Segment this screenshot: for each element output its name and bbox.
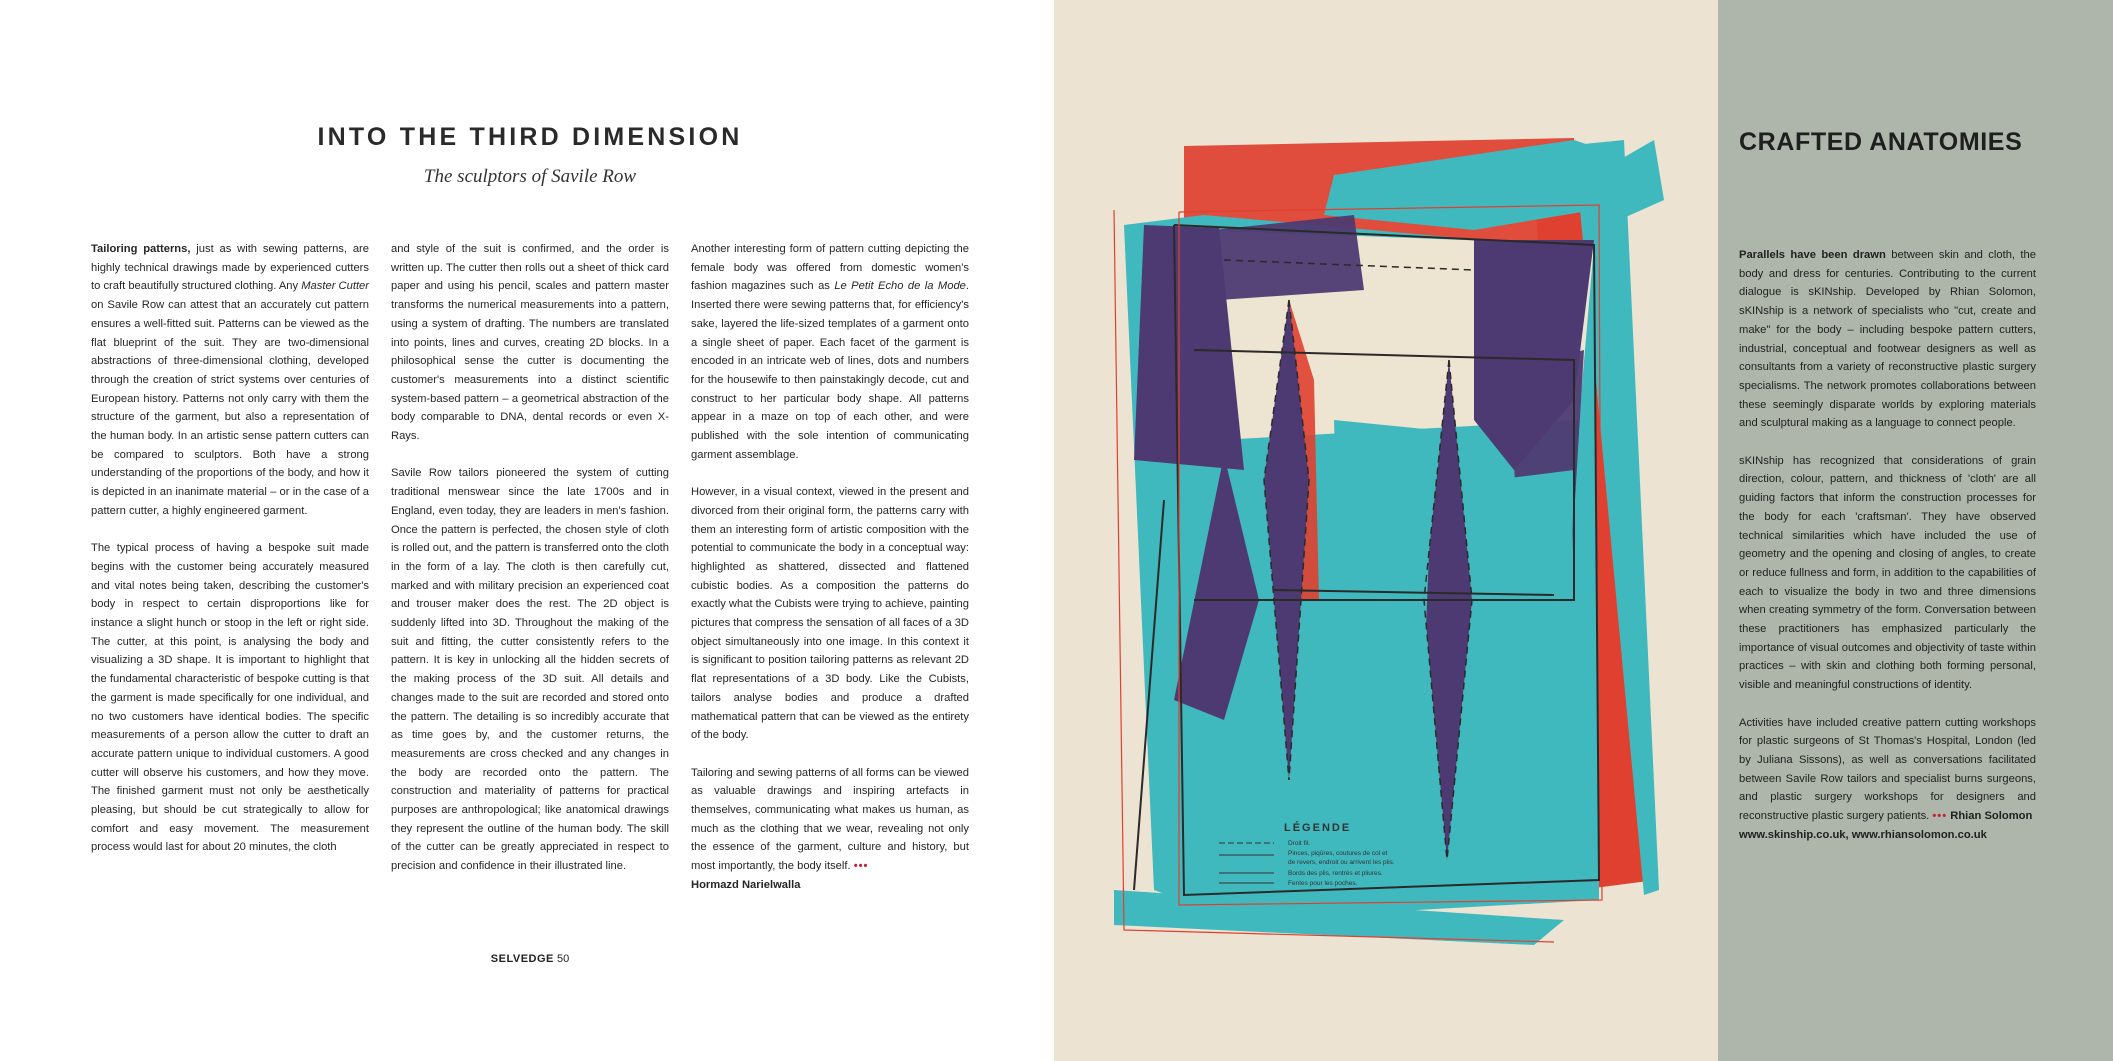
magazine-name: SELVEDGE <box>490 953 554 965</box>
paragraph <box>691 240 969 464</box>
text-column-2 <box>391 240 669 895</box>
emphasis-text: Master Cutter <box>301 280 370 293</box>
website-links: www.skinship.co.uk, www.rhiansolomon.co.uk <box>1739 828 1987 841</box>
page-folio <box>0 953 1060 965</box>
author-name: Hormazd Narielwalla <box>691 878 801 891</box>
paragraph: sKINship has recognized that considerations of grain direction, colour, pattern, and thickness of 'cloth' are all guiding factors that inform the construction processes for the body for each 'craftsman'. They have observed technical similarities which have included the use of geometry and the opening and closing of angles, to create or reduce fullness and form, in addition to the capabilities of each to visualize the body in two and three dimensions when creating symmetry of the form. Conversation between these practitioners has emphasized particularly the importance of visual outcomes and objectivity of taste within practices – with skin and clothing both forming personal, visible and meaningful constructions of identity. <box>1739 454 2036 692</box>
sidebar-panel <box>1718 0 2113 1061</box>
paragraph-text: between skin and cloth, the body and dress for centuries. Contributing to the current dialogue is sKINship. Developed by Rhian Solomon, sKINship is a network of specialists who "cut, create and make" for the body – including bespoke pattern cutters, industrial, conceptual and footwear designers as well as consultants from a variety of reconstructive plastic surgery specialisms. The network promotes collaborations between these seemingly disparate worlds by exploring materials and sculptural making as a language to connect people. <box>1739 249 2036 430</box>
paragraph: The typical process of having a bespoke suit made begins with the customer being accurately measured and vital notes being taken, describing the customer's body in respect to certain disproportions like for instance a slight hunch or stoop in the left or right side. The cutter, at this point, is analysing the body and visualizing a 3D shape. It is important to highlight that the fundamental characteristic of bespoke cutting is that the garment is made specifically for one individual, and no two customers have identical bodies. The specific measurements of a person allow the cutter to draft an accurate pattern unique to individual customers. A good cutter will observe his customers, and how they move. The finished garment must not only be aesthetically pleasing, but should be cut strategically to allow for comfort and easy movement. The measurement process would last for about 20 minutes, the cloth <box>91 542 369 854</box>
legend-line: Pinces, piqûres, coutures de col et <box>1288 850 1388 857</box>
legend-line: de revers, endroit ou arrivent les plis. <box>1288 859 1395 866</box>
paragraph: Savile Row tailors pioneered the system of cutting traditional menswear since the late 1700s and in England, even today, they are leaders in men's fashion. Once the pattern is perfected, the chosen style of cloth is rolled out, and the pattern is transferred onto the cloth in the form of a lay. The cloth is then carefully cut, marked and with military precision an experienced coat and trouser maker does the rest. The 2D object is suddenly lifted into 3D. Throughout the making of the suit and fitting, the cutter consistently refers to the pattern. It is key in unlocking all the hidden secrets of the making process of the 3D suit. All details and changes made to the suit are recorded and stored onto the pattern. The detailing is so incredibly accurate that as time goes by, and the customer returns, the measurements are cross checked and any changes in the body are recorded onto the pattern. The construction and materiality of patterns for practical purposes are anthropological; like anatomical drawings they represent the outline of the human body. The skill of the cutter can be greatly appreciated in respect to precision and confidence in their illustrated line. <box>391 467 669 873</box>
paragraph-text: Another interesting form of pattern cutting depicting the female body was offered from domestic women's fashion magazines such as <box>691 243 969 293</box>
end-mark: ••• <box>853 860 869 873</box>
paragraph <box>1739 246 2036 433</box>
legend-line: Bords des plis, rentrés et pliures. <box>1288 870 1383 877</box>
article-subtitle: The sculptors of Savile Row <box>423 166 637 187</box>
paragraph <box>691 764 969 895</box>
text-column-1 <box>91 240 369 876</box>
paragraph-text: Activities have included creative pattern cutting workshops for plastic surgeons of St Thomas's Hospital, London (led by Juliana Sissons), as well as conversations facilitated between Savile Row tailors and specialist burns surgeons, and plastic surgery workshops for designers and reconstructive plastic surgery patients. <box>1739 716 2036 823</box>
paragraph-text: Tailoring and sewing patterns of all forms can be viewed as valuable drawings and inspiring artefacts in themselves, communicating what makes us human, as much as the clothing that we wear, revealing not only the essence of the garment, culture and history, but most importantly, the body itself. <box>691 766 969 873</box>
left-page <box>0 0 1054 1061</box>
paragraph: and style of the suit is confirmed, and the order is written up. The cutter then rolls out a sheet of thick card paper and using his pencil, scales and pattern master transforms the numerical measurements into a pattern, using a system of drafting. The numbers are translated into points, lines and curves, creating 2D blocks. In a philosophical sense the cutter is documenting the customer's measurements into a distinct scientific system-based pattern – a geometrical abstraction of the body comparable to DNA, dental records or even X-Rays. <box>391 243 669 443</box>
article-title: INTO THE THIRD DIMENSION <box>317 123 743 151</box>
legend-line: Fentes pour les poches. <box>1288 880 1358 887</box>
pattern-artwork <box>1054 0 1718 1061</box>
lead-in: Parallels have been drawn <box>1739 249 1886 261</box>
author-name: Rhian Solomon <box>1950 810 2033 823</box>
paragraph <box>1739 714 2036 845</box>
legend-title: LÉGENDE <box>1284 822 1352 834</box>
paragraph-text: . Inserted there were sewing patterns that, for efficiency's sake, layered the life-sized templates of a garment onto a single sheet of paper. Each facet of the garment is encoded in an intricate web of lines, dots and numbers for the housewife to then painstakingly decode, cut and construct to her particular body shape. All patterns appear in a maze on top of each other, and were published with the sole intention of communicating garment assemblage. <box>691 280 969 461</box>
lead-in: Tailoring patterns, <box>91 243 191 255</box>
sidebar-text <box>1739 246 2036 863</box>
text-column-3 <box>691 240 969 913</box>
paragraph-text: just as with sewing patterns, are highly technical drawings made by experienced cutters to craft beautifully structured clothing. Any <box>91 243 369 293</box>
end-mark: ••• <box>1932 810 1948 823</box>
legend-line: Droit fil. <box>1288 840 1311 847</box>
pattern-collage-image <box>1054 0 1718 1061</box>
paragraph-text: on Savile Row can attest that an accurately cut pattern ensures a well-fitted suit. Patterns can be viewed as the flat blueprint of the suit. They are two-dimensional abstractions of three-dimensional clothing, developed through the creation of strict systems over centuries of European history. Patterns not only carry with them the structure of the garment, but also a representation of the human body. In an artistic sense pattern cutters can be compared to sculptors. Both have a strong understanding of the proportions of the body, and how it is depicted in an inanimate material – or in the case of a pattern cutter, a highly engineered garment. <box>91 299 369 517</box>
emphasis-text: Le Petit Echo de la Mode <box>834 280 966 293</box>
paragraph: However, in a visual context, viewed in the present and divorced from their original form, the patterns carry with them an interesting form of artistic composition with the potential to communicate the body in a conceptual way: highlighted as shattered, dissected and flattened cubistic bodies. As a composition the patterns do exactly what the Cubists were trying to achieve, painting pictures that compress the sensation of all faces of a 3D object simultaneously into one image. In this context it is significant to position tailoring patterns as relevant 2D flat representations of a 3D body. Like the Cubists, tailors analyse bodies and produce a drafted mathematical pattern that can be viewed as the entirety of the body. <box>691 486 969 742</box>
page-number: 50 <box>556 953 570 965</box>
sidebar-title: CRAFTED ANATOMIES <box>1739 128 2023 156</box>
paragraph <box>91 240 369 521</box>
